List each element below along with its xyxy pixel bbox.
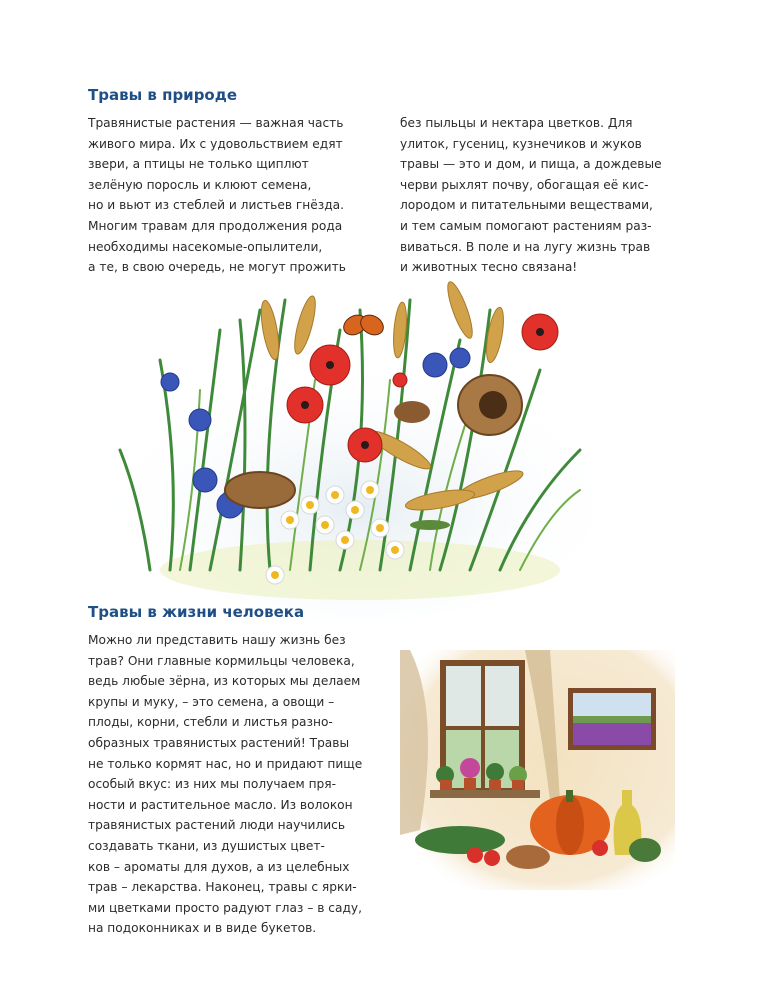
text-line: образных травянистых растений! Травы <box>88 735 350 750</box>
text-line: без пыльцы и нектара цветков. Для <box>400 116 633 130</box>
heading-grasses-in-human-life: Травы в жизни человека <box>88 603 305 621</box>
text-line: и тем самым помогают растениям раз- <box>400 218 652 233</box>
text-line: живого мира. Их с удовольствием едят <box>88 136 343 151</box>
text-column-section2 <box>88 630 362 939</box>
text-line: крупы и муку, – это семена, а овощи – <box>88 694 335 709</box>
text-line: черви рыхлят почву, обогащая её кис- <box>400 177 649 192</box>
text-line: а те, в свою очередь, не могут прожить <box>88 260 346 275</box>
text-line: травянистых растений люди научились <box>88 818 346 833</box>
text-line: особый вкус: из них мы получаем пря- <box>88 777 337 792</box>
text-line: необходимы насекомые-опылители, <box>88 239 323 254</box>
meadow-illustration <box>110 270 610 620</box>
text-line: виваться. В поле и на лугу жизнь трав <box>400 239 651 254</box>
text-line: Можно ли представить нашу жизнь без <box>88 633 346 647</box>
text-line: плоды, корни, стебли и листья разно- <box>88 715 333 730</box>
text-line: создавать ткани, из душистых цвет- <box>88 838 325 853</box>
text-line: улиток, гусениц, кузнечиков и жуков <box>400 136 642 151</box>
text-line: звери, а птицы не только щиплют <box>88 157 309 172</box>
text-line: ведь любые зёрна, из которых мы делаем <box>88 674 361 689</box>
text-line: ков – ароматы для духов, а из целебных <box>88 859 350 874</box>
text-line: трав? Они главные кормильцы человека, <box>88 653 355 668</box>
text-line: и животных тесно связана! <box>400 260 578 275</box>
text-column-left <box>88 113 346 278</box>
text-line: на подоконниках и в виде букетов. <box>88 921 317 936</box>
heading-grasses-in-nature: Травы в природе <box>88 86 238 104</box>
text-line: лородом и питательными веществами, <box>400 198 653 213</box>
text-line: зелёную поросль и клюют семена, <box>88 177 312 192</box>
text-line: травы — это и дом, и пища, а дождевые <box>400 157 662 172</box>
text-line: но и вьют из стеблей и листьев гнёзда. <box>88 198 345 213</box>
text-line: Травянистые растения — важная часть <box>88 116 344 130</box>
text-line: не только кормят нас, но и придают пище <box>88 756 363 771</box>
text-line: Многим травам для продолжения рода <box>88 218 343 233</box>
text-line: ности и растительное масло. Из волокон <box>88 797 353 812</box>
text-line: трав – лекарства. Наконец, травы с ярки- <box>88 880 357 895</box>
kitchen-illustration <box>400 650 675 890</box>
text-line: ми цветками просто радуют глаз – в саду, <box>88 900 362 915</box>
text-column-right <box>400 113 662 278</box>
